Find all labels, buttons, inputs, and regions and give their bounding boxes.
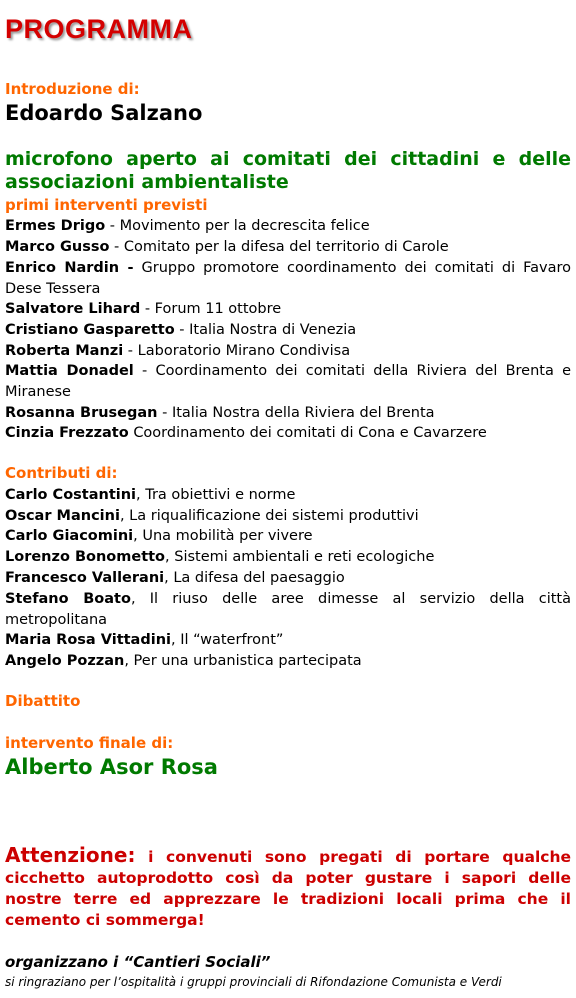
list-item: Stefano Boato, Il riuso delle aree dimesse al servizio della città metropolitana	[5, 591, 571, 628]
list-item: Mattia Donadel - Coordinamento dei comitati della Riviera del Brenta e Miranese	[5, 363, 571, 400]
list-item: Angelo Pozzan, Per una urbanistica partecipata	[5, 653, 362, 669]
list-item: Enrico Nardin - Gruppo promotore coordinamento dei comitati di Favaro Dese Tessera	[5, 260, 572, 297]
list-item: Salvatore Lihard - Forum 11 ottobre	[5, 301, 282, 317]
list-item: Roberta Manzi - Laboratorio Mirano Condivisa	[5, 343, 351, 359]
list-item: Francesco Vallerani, La difesa del paesaggio	[5, 570, 345, 586]
list-item: Cinzia Frezzato Coordinamento dei comitati di Cona e Cavarzere	[5, 425, 487, 441]
open-mic-heading: microfono aperto ai comitati dei cittadini e delle associazioni ambientaliste	[5, 148, 571, 193]
final-label: intervento finale di:	[5, 734, 174, 752]
thanks-note: si ringraziano per l’ospitalità i gruppi provinciali di Rifondazione Comunista e Verdi	[5, 975, 502, 989]
notice-text: i convenuti sono pregati di portare qualche cicchetto autoprodotto così da poter gustare i sapori delle nostre terre ed apprezzare le tradizioni locali prima che il cemento ci sommerga!	[5, 848, 571, 929]
notice: Attenzione: i convenuti sono pregati di portare qualche cicchetto autoprodotto così da poter gustare i sapori delle nostre terre ed apprezzare le tradizioni locali prima che il cemento ci sommerga!	[5, 843, 571, 929]
open-mic-sub: primi interventi previsti	[5, 196, 208, 214]
list-item: Carlo Giacomini, Una mobilità per vivere	[5, 528, 313, 544]
list-item: Marco Gusso - Comitato per la difesa del territorio di Carole	[5, 239, 449, 255]
list-item: Ermes Drigo - Movimento per la decrescita felice	[5, 218, 370, 234]
organizers: organizzano i “Cantieri Sociali”	[5, 953, 271, 971]
list-item: Carlo Costantini, Tra obiettivi e norme	[5, 487, 296, 503]
notice-lead: Attenzione	[5, 843, 128, 867]
final-speaker: Alberto Asor Rosa	[5, 755, 218, 779]
intro-speaker: Edoardo Salzano	[5, 101, 203, 125]
list-item: Lorenzo Bonometto, Sistemi ambientali e reti ecologiche	[5, 549, 435, 565]
intro-label: Introduzione di:	[5, 80, 140, 98]
list-item: Rosanna Brusegan - Italia Nostra della Riviera del Brenta	[5, 405, 435, 421]
list-item: Maria Rosa Vittadini, Il “waterfront”	[5, 632, 284, 648]
contributions-label: Contributi di:	[5, 464, 118, 482]
page-title: PROGRAMMA	[5, 14, 193, 44]
list-item: Oscar Mancini, La riqualificazione dei sistemi produttivi	[5, 508, 419, 524]
debate-label: Dibattito	[5, 692, 81, 710]
list-item: Cristiano Gasparetto - Italia Nostra di Venezia	[5, 322, 357, 338]
